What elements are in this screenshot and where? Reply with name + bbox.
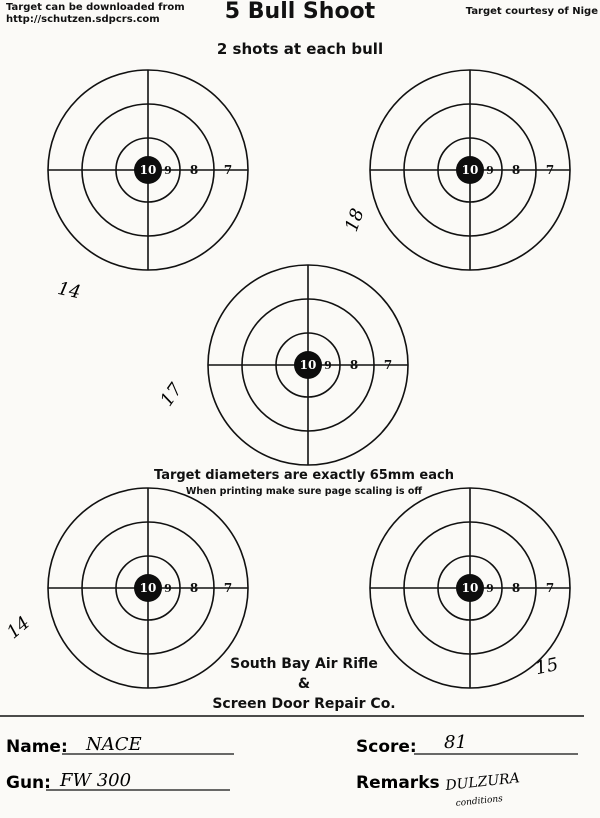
remarks-line1[interactable]: DULZURA — [444, 770, 521, 794]
score-value[interactable]: 81 — [444, 732, 467, 753]
diameter-note: Target diameters are exactly 65mm each — [154, 468, 454, 483]
remarks-line2[interactable]: conditions — [455, 794, 504, 809]
score-label: Score: — [356, 737, 417, 757]
ring-label-center: 10 — [461, 163, 479, 177]
download-url: http://schutzen.sdpcrs.com — [6, 14, 160, 25]
ring-label-9: 9 — [486, 582, 494, 595]
ring-label-9: 9 — [486, 164, 494, 177]
ring-label-9: 9 — [324, 359, 332, 372]
ring-label-center: 10 — [139, 163, 157, 177]
ring-label-8: 8 — [189, 163, 199, 177]
name-label: Name: — [6, 737, 68, 757]
ring-label-8: 8 — [511, 163, 521, 177]
ring-label-9: 9 — [164, 582, 172, 595]
sponsor-line-3: Screen Door Repair Co. — [212, 696, 396, 712]
ring-label-7: 7 — [383, 358, 393, 372]
gun-value[interactable]: FW 300 — [60, 770, 132, 791]
name-value[interactable]: NACE — [86, 734, 142, 755]
bull-score-4: 14 — [2, 612, 34, 644]
ring-label-7: 7 — [223, 163, 233, 177]
ring-label-center: 10 — [299, 358, 317, 372]
bull-score-1: 14 — [55, 277, 83, 304]
page-title: 5 Bull Shoot — [224, 0, 376, 24]
ring-label-8: 8 — [189, 581, 199, 595]
ring-label-7: 7 — [223, 581, 233, 595]
ring-label-7: 7 — [545, 163, 555, 177]
ring-label-9: 9 — [164, 164, 172, 177]
remarks-label: Remarks — [356, 773, 440, 793]
ring-label-center: 10 — [139, 581, 157, 595]
ring-label-8: 8 — [511, 581, 521, 595]
sponsor-line-2: & — [297, 676, 311, 692]
bull-score-5: 15 — [533, 653, 561, 680]
bull-score-2: 18 — [341, 205, 369, 235]
gun-label: Gun: — [6, 773, 51, 793]
ring-label-center: 10 — [461, 581, 479, 595]
ring-label-8: 8 — [349, 358, 359, 372]
bull-score-3: 17 — [156, 379, 187, 411]
ring-label-7: 7 — [545, 581, 555, 595]
sponsor-line-1: South Bay Air Rifle — [230, 656, 378, 672]
page-subtitle: 2 shots at each bull — [216, 40, 384, 58]
download-note-line1: Target can be downloaded from — [6, 2, 185, 13]
courtesy-note: Target courtesy of Nige — [465, 6, 598, 17]
scaling-note: When printing make sure page scaling is off — [185, 486, 423, 497]
